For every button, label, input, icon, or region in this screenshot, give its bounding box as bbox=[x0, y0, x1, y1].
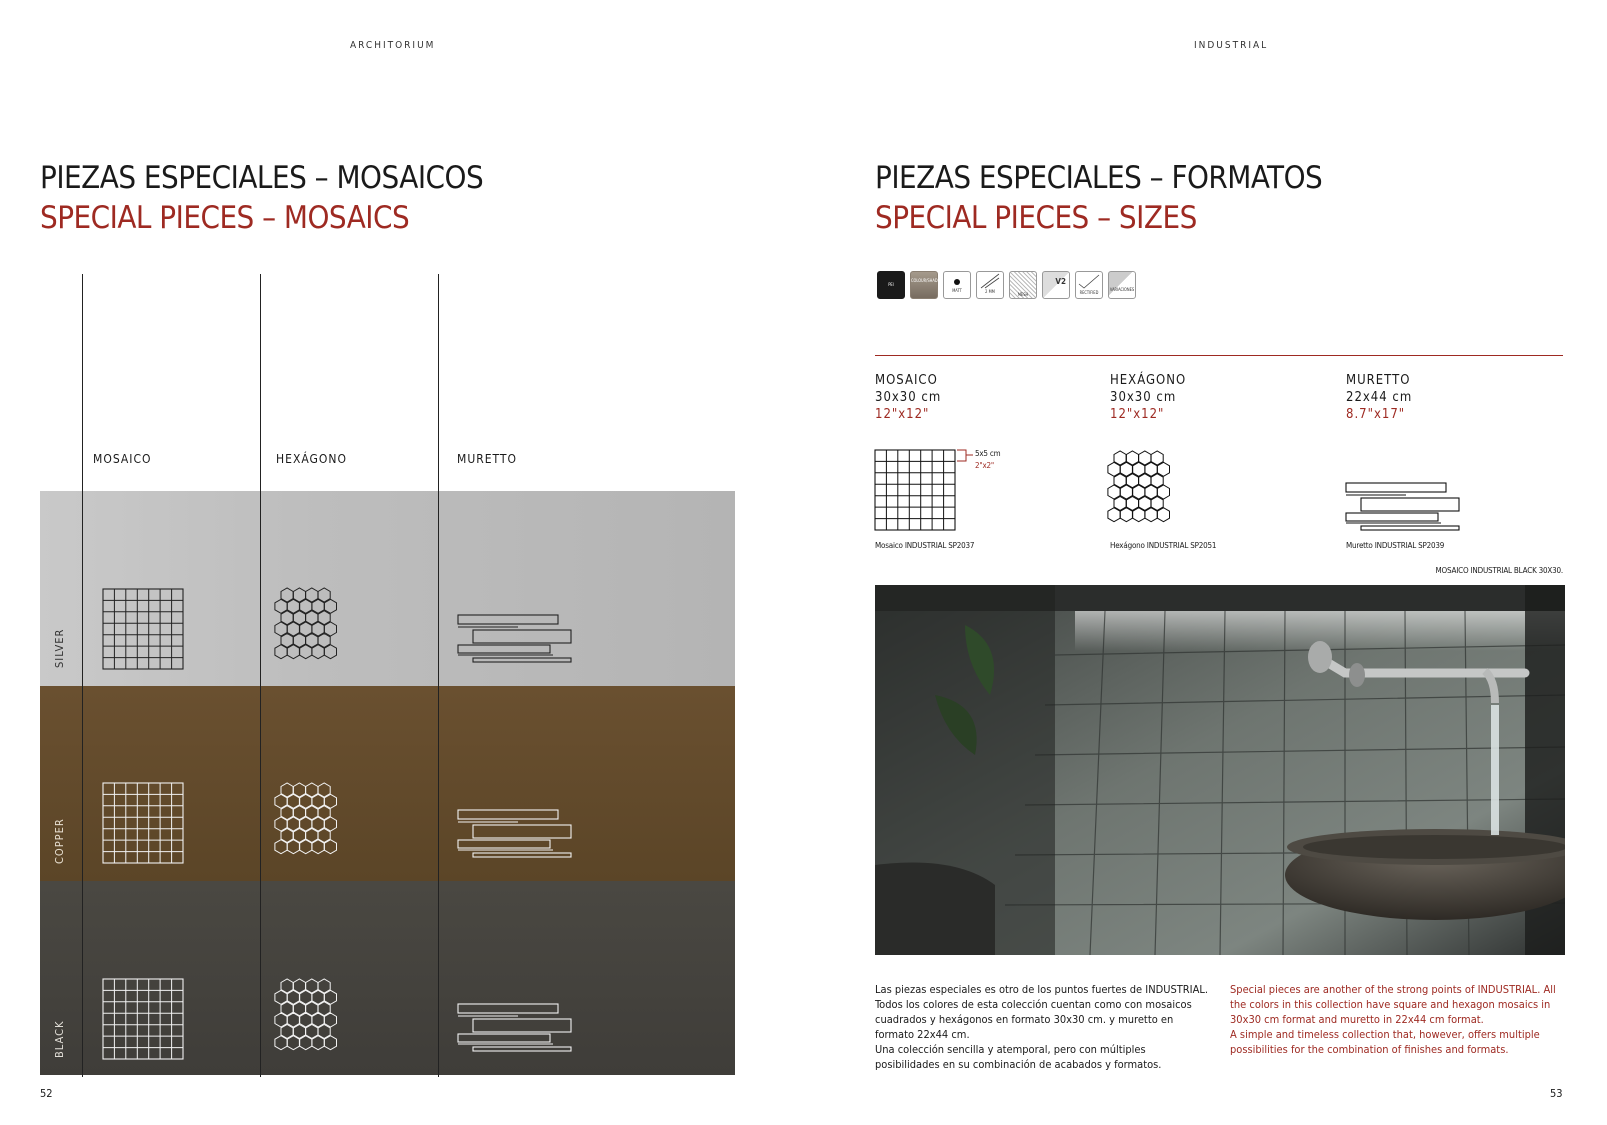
chip-dimension-bracket bbox=[955, 449, 975, 473]
hexagon-tile bbox=[287, 645, 299, 659]
pei-icon: PEI bbox=[877, 271, 905, 299]
format-hexagono: HEXÁGONO 30x30 cm 12"x12" bbox=[1110, 373, 1187, 422]
thickness-icon: 2 MM bbox=[976, 271, 1004, 299]
hexagon-tile bbox=[324, 1036, 336, 1050]
hexagon-mosaic-drawing bbox=[1107, 449, 1193, 535]
body-text-es: Las piezas especiales es otro de los puntos fuertes de INDUSTRIAL. Todos los colores de esta colección cuentan como con mosaicos cuadrados y hexágonos en formato 30x30 cm. y muretto en formato 22x44 cm. Una colección sencilla y atemporal, pero con múltiples posibilidades en su combinación de acabados y formatos. bbox=[875, 983, 1209, 1071]
section-divider bbox=[875, 355, 1563, 356]
left-title-es: PIEZAS ESPECIALES – MOSAICOS bbox=[40, 160, 484, 196]
right-title-es: PIEZAS ESPECIALES – FORMATOS bbox=[875, 160, 1323, 196]
square-mosaic-silver bbox=[102, 588, 184, 670]
hexagon-tile bbox=[1157, 485, 1169, 499]
row-label-black: BLACK bbox=[53, 1020, 66, 1058]
hexagon-tile bbox=[312, 645, 324, 659]
hexagon-tile bbox=[324, 794, 336, 808]
hexagon-tile bbox=[287, 840, 299, 854]
muretto-silver bbox=[456, 614, 576, 666]
hexagon-tile bbox=[324, 622, 336, 636]
muretto-black bbox=[456, 1003, 576, 1055]
format-mosaico: MOSAICO 30x30 cm 12"x12" bbox=[875, 373, 942, 422]
hexagon-tile bbox=[300, 840, 312, 854]
hexagon-tile bbox=[300, 1036, 312, 1050]
caption-mosaico: Mosaico INDUSTRIAL SP2037 bbox=[875, 541, 975, 550]
grid-line bbox=[82, 274, 83, 1077]
chip-size: 5x5 cm bbox=[975, 449, 1001, 458]
muretto-copper bbox=[456, 809, 576, 861]
hexagon-tile bbox=[300, 645, 312, 659]
muretto-drawing bbox=[1344, 482, 1464, 534]
hexagon-tile bbox=[324, 990, 336, 1004]
hexagon-tile bbox=[275, 645, 287, 659]
bathroom-photo bbox=[875, 585, 1565, 955]
row-label-copper: COPPER bbox=[53, 818, 66, 864]
hexagon-tile bbox=[324, 840, 336, 854]
body-text-en: Special pieces are another of the strong points of INDUSTRIAL. All the colors in this collection have square and hexagon mosaics in 30x30 cm format and muretto in 22x44 cm format. A simple and timeless collection that, however, offers multiple possibilities for the combination of finishes and formats. bbox=[1230, 983, 1556, 1056]
page-number-right: 53 bbox=[1550, 1087, 1563, 1100]
hexagon-mosaic-silver bbox=[274, 586, 360, 672]
hexagon-tile bbox=[1108, 508, 1120, 522]
hexagon-tile bbox=[324, 645, 336, 659]
hexagon-tile bbox=[287, 1036, 299, 1050]
rectified-icon: RECTIFIED bbox=[1075, 271, 1103, 299]
column-header-muretto: MURETTO bbox=[457, 452, 518, 466]
hexagon-tile bbox=[1157, 462, 1169, 476]
hexagon-tile bbox=[312, 1036, 324, 1050]
hexagon-mosaic-black bbox=[274, 977, 360, 1063]
square-mosaic-drawing bbox=[874, 449, 956, 531]
hexagon-tile bbox=[324, 599, 336, 613]
mesh-icon: MESH bbox=[1009, 271, 1037, 299]
hexagon-tile bbox=[1133, 508, 1145, 522]
square-mosaic-black bbox=[102, 978, 184, 1060]
hexagon-tile bbox=[275, 840, 287, 854]
caption-muretto: Muretto INDUSTRIAL SP2039 bbox=[1346, 541, 1445, 550]
matt-icon: MATT bbox=[943, 271, 971, 299]
row-label-silver: SILVER bbox=[53, 628, 66, 668]
grid-line bbox=[438, 274, 439, 1077]
hexagon-mosaic-copper bbox=[274, 781, 360, 867]
hexagon-tile bbox=[1157, 508, 1169, 522]
hexagon-tile bbox=[324, 1013, 336, 1027]
running-header-right: INDUSTRIAL bbox=[1194, 40, 1269, 51]
v2-icon: V2 bbox=[1042, 271, 1070, 299]
page-number-left: 52 bbox=[40, 1087, 53, 1100]
hexagon-tile bbox=[1120, 508, 1132, 522]
format-muretto: MURETTO 22x44 cm 8.7"x17" bbox=[1346, 373, 1413, 422]
chip-size-in: 2"x2" bbox=[975, 461, 995, 470]
right-title-en: SPECIAL PIECES – SIZES bbox=[875, 200, 1197, 236]
variation-icon: VARIACIONES bbox=[1108, 271, 1136, 299]
hexagon-tile bbox=[1145, 508, 1157, 522]
caption-hexagono: Hexágono INDUSTRIAL SP2051 bbox=[1110, 541, 1217, 550]
hexagon-tile bbox=[275, 1036, 287, 1050]
running-header-left: ARCHITORIUM bbox=[350, 40, 436, 51]
photo-caption: MOSAICO INDUSTRIAL BLACK 30X30. bbox=[1435, 566, 1563, 575]
column-header-mosaico: MOSAICO bbox=[93, 452, 152, 466]
grid-line bbox=[260, 274, 261, 1077]
square-mosaic-copper bbox=[102, 782, 184, 864]
hexagon-tile bbox=[312, 840, 324, 854]
colour-shade-icon: COLOUR/SHADE bbox=[910, 271, 938, 299]
hexagon-tile bbox=[324, 817, 336, 831]
left-title-en: SPECIAL PIECES – MOSAICS bbox=[40, 200, 410, 236]
column-header-hexagono: HEXÁGONO bbox=[276, 452, 347, 466]
